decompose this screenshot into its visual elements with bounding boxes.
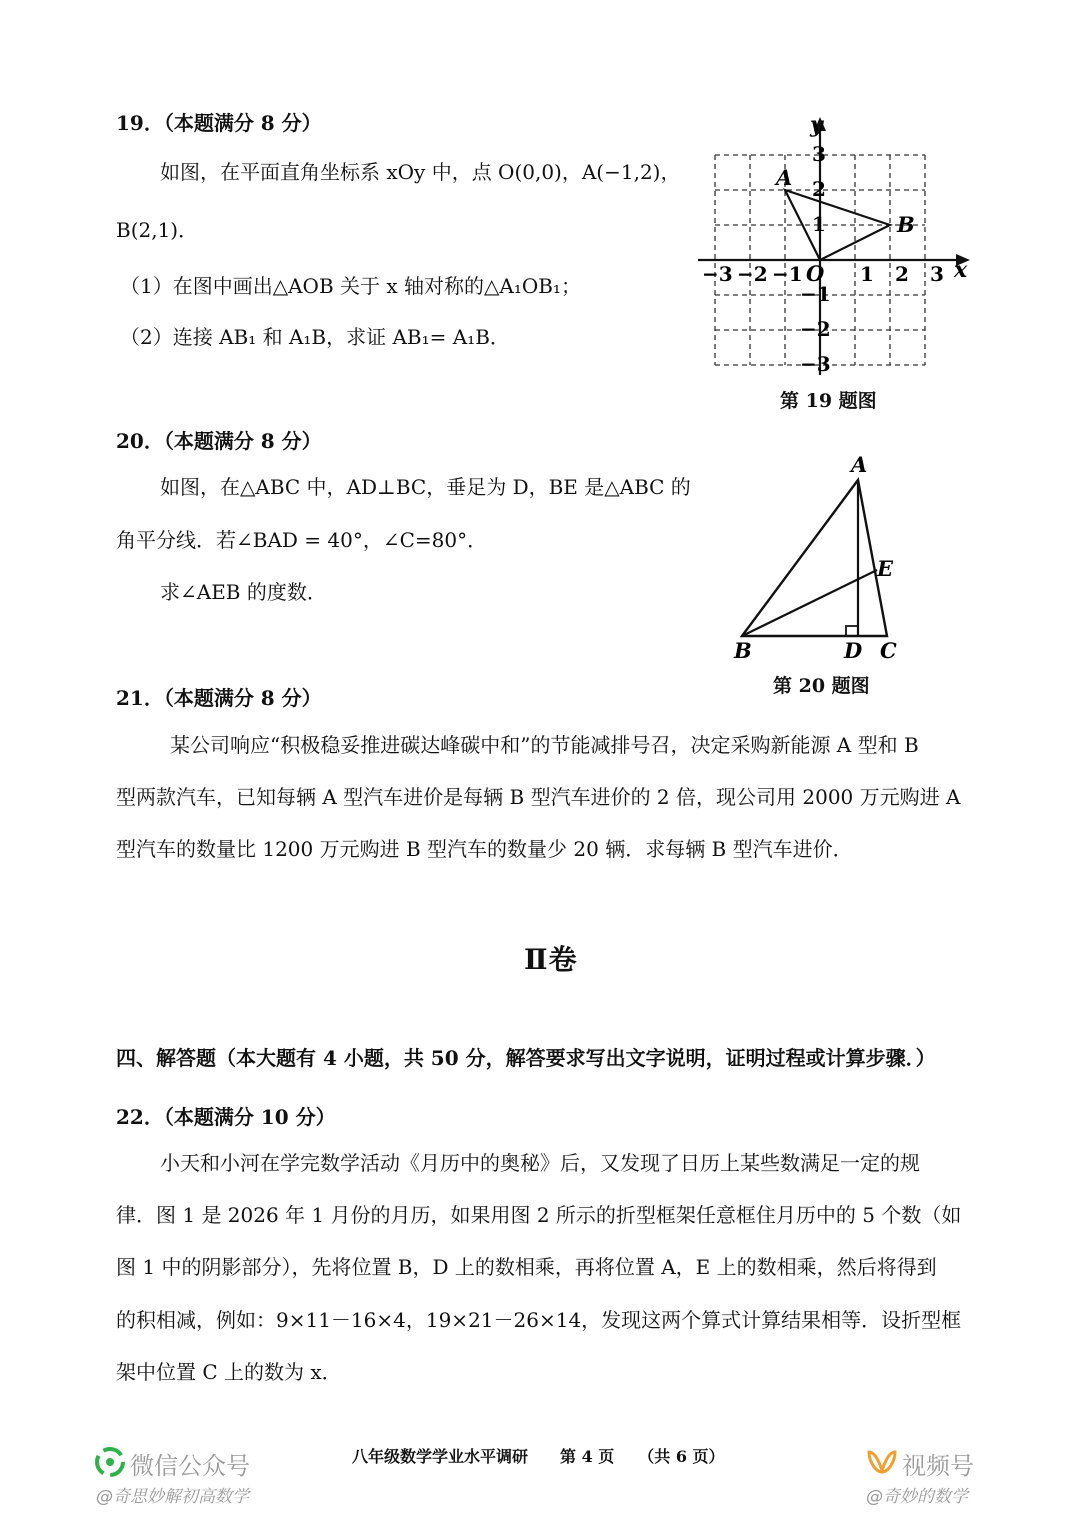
point-b-label: B xyxy=(897,212,915,237)
q19-coordinate-figure xyxy=(690,105,980,385)
q20-triangle-figure xyxy=(725,448,915,666)
q20-header: 20．（本题满分 8 分） xyxy=(116,429,322,453)
vertex-b-label: B xyxy=(734,638,752,663)
y-tick: −2 xyxy=(800,317,831,341)
triangle-abc xyxy=(742,480,887,636)
channels-watermark-title: 视频号 xyxy=(902,1452,974,1480)
section4-title: 四、解答题（本大题有 4 小题，共 50 分，解答要求写出文字说明，证明过程或计算步骤．） xyxy=(116,1046,936,1070)
wechat-watermark-sub: @奇思妙解初高数学 xyxy=(96,1487,249,1507)
channels-logo-icon xyxy=(866,1448,898,1476)
q19-line1: 如图，在平面直角坐标系 xOy 中，点 O(0,0)，A(−1,2)， xyxy=(160,160,681,184)
q19-figure-caption: 第 19 题图 xyxy=(780,390,877,412)
q22-header: 22．（本题满分 10 分） xyxy=(116,1105,336,1129)
q22-line5: 架中位置 C 上的数为 x． xyxy=(116,1360,342,1384)
q19-line2: B(2,1)． xyxy=(116,218,199,242)
q20-line1: 如图，在△ABC 中，AD⊥BC，垂足为 D，BE 是△ABC 的 xyxy=(160,475,691,499)
x-tick: 3 xyxy=(930,262,944,286)
vertex-a-label: A xyxy=(851,452,868,477)
q22-line2: 律．图 1 是 2026 年 1 月份的月历，如果用图 2 所示的折型框架任意框住月历中的 5 个数（如 xyxy=(116,1203,962,1227)
q20-line3: 求∠AEB 的度数． xyxy=(160,580,327,604)
q22-line3: 图 1 中的阴影部分），先将位置 B，D 上的数相乘，再将位置 A，E 上的数相乘，然后将得到 xyxy=(116,1255,937,1279)
y-tick: 2 xyxy=(812,177,826,201)
q19-part1: （1）在图中画出△AOB 关于 x 轴对称的△A₁OB₁； xyxy=(120,274,581,298)
y-tick: 3 xyxy=(812,142,826,166)
volume-title: Ⅱ卷 xyxy=(524,943,578,976)
vertex-c-label: C xyxy=(880,638,897,663)
y-axis-label: y xyxy=(810,112,823,138)
q19-header: 19．（本题满分 8 分） xyxy=(116,111,322,135)
origin-label: O xyxy=(806,261,825,286)
right-angle-mark xyxy=(846,626,858,636)
x-axis-label: x xyxy=(954,257,968,283)
channels-watermark-sub: @奇妙的数学 xyxy=(866,1487,968,1507)
q21-line3: 型汽车的数量比 1200 万元购进 B 型汽车的数量少 20 辆．求每辆 B 型汽车进价． xyxy=(116,837,853,861)
y-tick: −3 xyxy=(800,352,831,376)
page-footer: 八年级数学学业水平调研 第 4 页 （共 6 页） xyxy=(352,1447,725,1466)
q21-line1: 某公司响应“积极稳妥推进碳达峰碳中和”的节能减排号召，决定采购新能源 A 型和 B xyxy=(170,733,919,757)
point-e-label: E xyxy=(877,556,894,581)
y-tick: 1 xyxy=(812,212,826,236)
x-tick: −3 xyxy=(702,262,733,286)
wechat-logo-icon xyxy=(94,1446,126,1478)
x-tick: 2 xyxy=(895,262,909,286)
q22-line4: 的积相减，例如：9×11－16×4，19×21－26×14，发现这两个算式计算结果相等．设折型框 xyxy=(116,1308,962,1332)
q21-line2: 型两款汽车，已知每辆 A 型汽车进价是每辆 B 型汽车进价的 2 倍，现公司用 2000 万元购进 A xyxy=(116,785,961,809)
wechat-watermark-title: 微信公众号 xyxy=(130,1452,250,1480)
foot-d-label: D xyxy=(844,638,863,663)
x-tick: −1 xyxy=(772,262,803,286)
q20-line2: 角平分线．若∠BAD = 40°，∠C=80°． xyxy=(116,528,488,552)
point-a-label: A xyxy=(776,165,793,190)
q20-figure-caption: 第 20 题图 xyxy=(773,675,870,697)
y-tick: −1 xyxy=(800,282,831,306)
q22-line1: 小天和小河在学完数学活动《月历中的奥秘》后，又发现了日历上某些数满足一定的规 xyxy=(160,1151,920,1175)
q21-header: 21．（本题满分 8 分） xyxy=(116,686,322,710)
q19-part2: （2）连接 AB₁ 和 A₁B，求证 AB₁= A₁B． xyxy=(120,325,510,349)
x-tick: 1 xyxy=(860,262,874,286)
x-tick: −2 xyxy=(737,262,768,286)
